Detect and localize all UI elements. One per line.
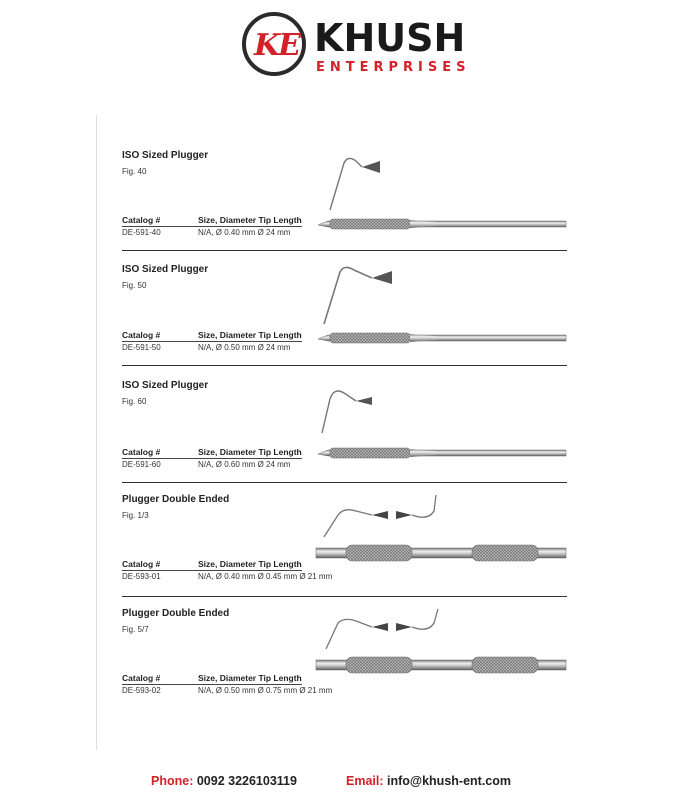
size-values: N/A, Ø 0.60 mm Ø 24 mm bbox=[198, 460, 291, 469]
section-divider bbox=[122, 365, 567, 366]
product-title: Plugger Double Ended bbox=[122, 608, 230, 619]
footer-email bbox=[346, 774, 511, 788]
size-header: Size, Diameter Tip Length bbox=[198, 673, 302, 683]
size-values: N/A, Ø 0.50 mm Ø 0.75 mm Ø 21 mm bbox=[198, 686, 333, 695]
product-figure: Fig. 60 bbox=[122, 397, 147, 406]
catalog-header: Catalog # bbox=[122, 673, 161, 683]
brand-tagline: ENTERPRISES bbox=[316, 60, 471, 75]
logo-emblem bbox=[242, 12, 306, 76]
size-values: N/A, Ø 0.40 mm Ø 24 mm bbox=[198, 228, 291, 237]
product-title: ISO Sized Plugger bbox=[122, 150, 209, 161]
product-figure: Fig. 1/3 bbox=[122, 511, 149, 520]
header-underline bbox=[122, 341, 302, 342]
single-ended-plugger-icon bbox=[316, 262, 568, 347]
size-values: N/A, Ø 0.40 mm Ø 0.45 mm Ø 21 mm bbox=[198, 572, 333, 581]
catalog-number: DE-593-01 bbox=[122, 572, 161, 581]
product-figure: Fig. 40 bbox=[122, 167, 147, 176]
size-header: Size, Diameter Tip Length bbox=[198, 330, 302, 340]
product-figure: Fig. 50 bbox=[122, 281, 147, 290]
header-underline bbox=[122, 570, 302, 571]
double-ended-plugger-icon bbox=[316, 493, 568, 568]
catalog-number: DE-591-60 bbox=[122, 460, 161, 469]
catalog-header: Catalog # bbox=[122, 215, 161, 225]
double-ended-plugger-icon bbox=[316, 605, 568, 680]
size-values: N/A, Ø 0.50 mm Ø 24 mm bbox=[198, 343, 291, 352]
brand-logo bbox=[242, 12, 471, 82]
catalog-header: Catalog # bbox=[122, 559, 161, 569]
footer-phone bbox=[151, 774, 297, 788]
catalog-number: DE-591-50 bbox=[122, 343, 161, 352]
catalog-number: DE-593-02 bbox=[122, 686, 161, 695]
section-divider bbox=[122, 250, 567, 251]
size-header: Size, Diameter Tip Length bbox=[198, 559, 302, 569]
header-underline bbox=[122, 684, 302, 685]
size-header: Size, Diameter Tip Length bbox=[198, 215, 302, 225]
section-divider bbox=[122, 482, 567, 483]
logo-monogram: KE bbox=[254, 28, 299, 63]
catalog-number: DE-591-40 bbox=[122, 228, 161, 237]
header-underline bbox=[122, 226, 302, 227]
phone-number[interactable]: 0092 3226103119 bbox=[196, 774, 297, 788]
catalog-header: Catalog # bbox=[122, 447, 161, 457]
email-label: Email: bbox=[346, 774, 384, 788]
product-title: ISO Sized Plugger bbox=[122, 380, 209, 391]
header-underline bbox=[122, 458, 302, 459]
section-divider bbox=[122, 596, 567, 597]
single-ended-plugger-icon bbox=[316, 155, 568, 240]
brand-name: KHUSH bbox=[314, 16, 466, 60]
catalog-header: Catalog # bbox=[122, 330, 161, 340]
product-title: ISO Sized Plugger bbox=[122, 264, 209, 275]
email-address[interactable]: info@khush-ent.com bbox=[387, 774, 511, 788]
single-ended-plugger-icon bbox=[316, 385, 568, 470]
size-header: Size, Diameter Tip Length bbox=[198, 447, 302, 457]
margin-rule bbox=[96, 115, 97, 750]
phone-label: Phone: bbox=[151, 774, 194, 788]
product-figure: Fig. 5/7 bbox=[122, 625, 149, 634]
product-title: Plugger Double Ended bbox=[122, 494, 230, 505]
